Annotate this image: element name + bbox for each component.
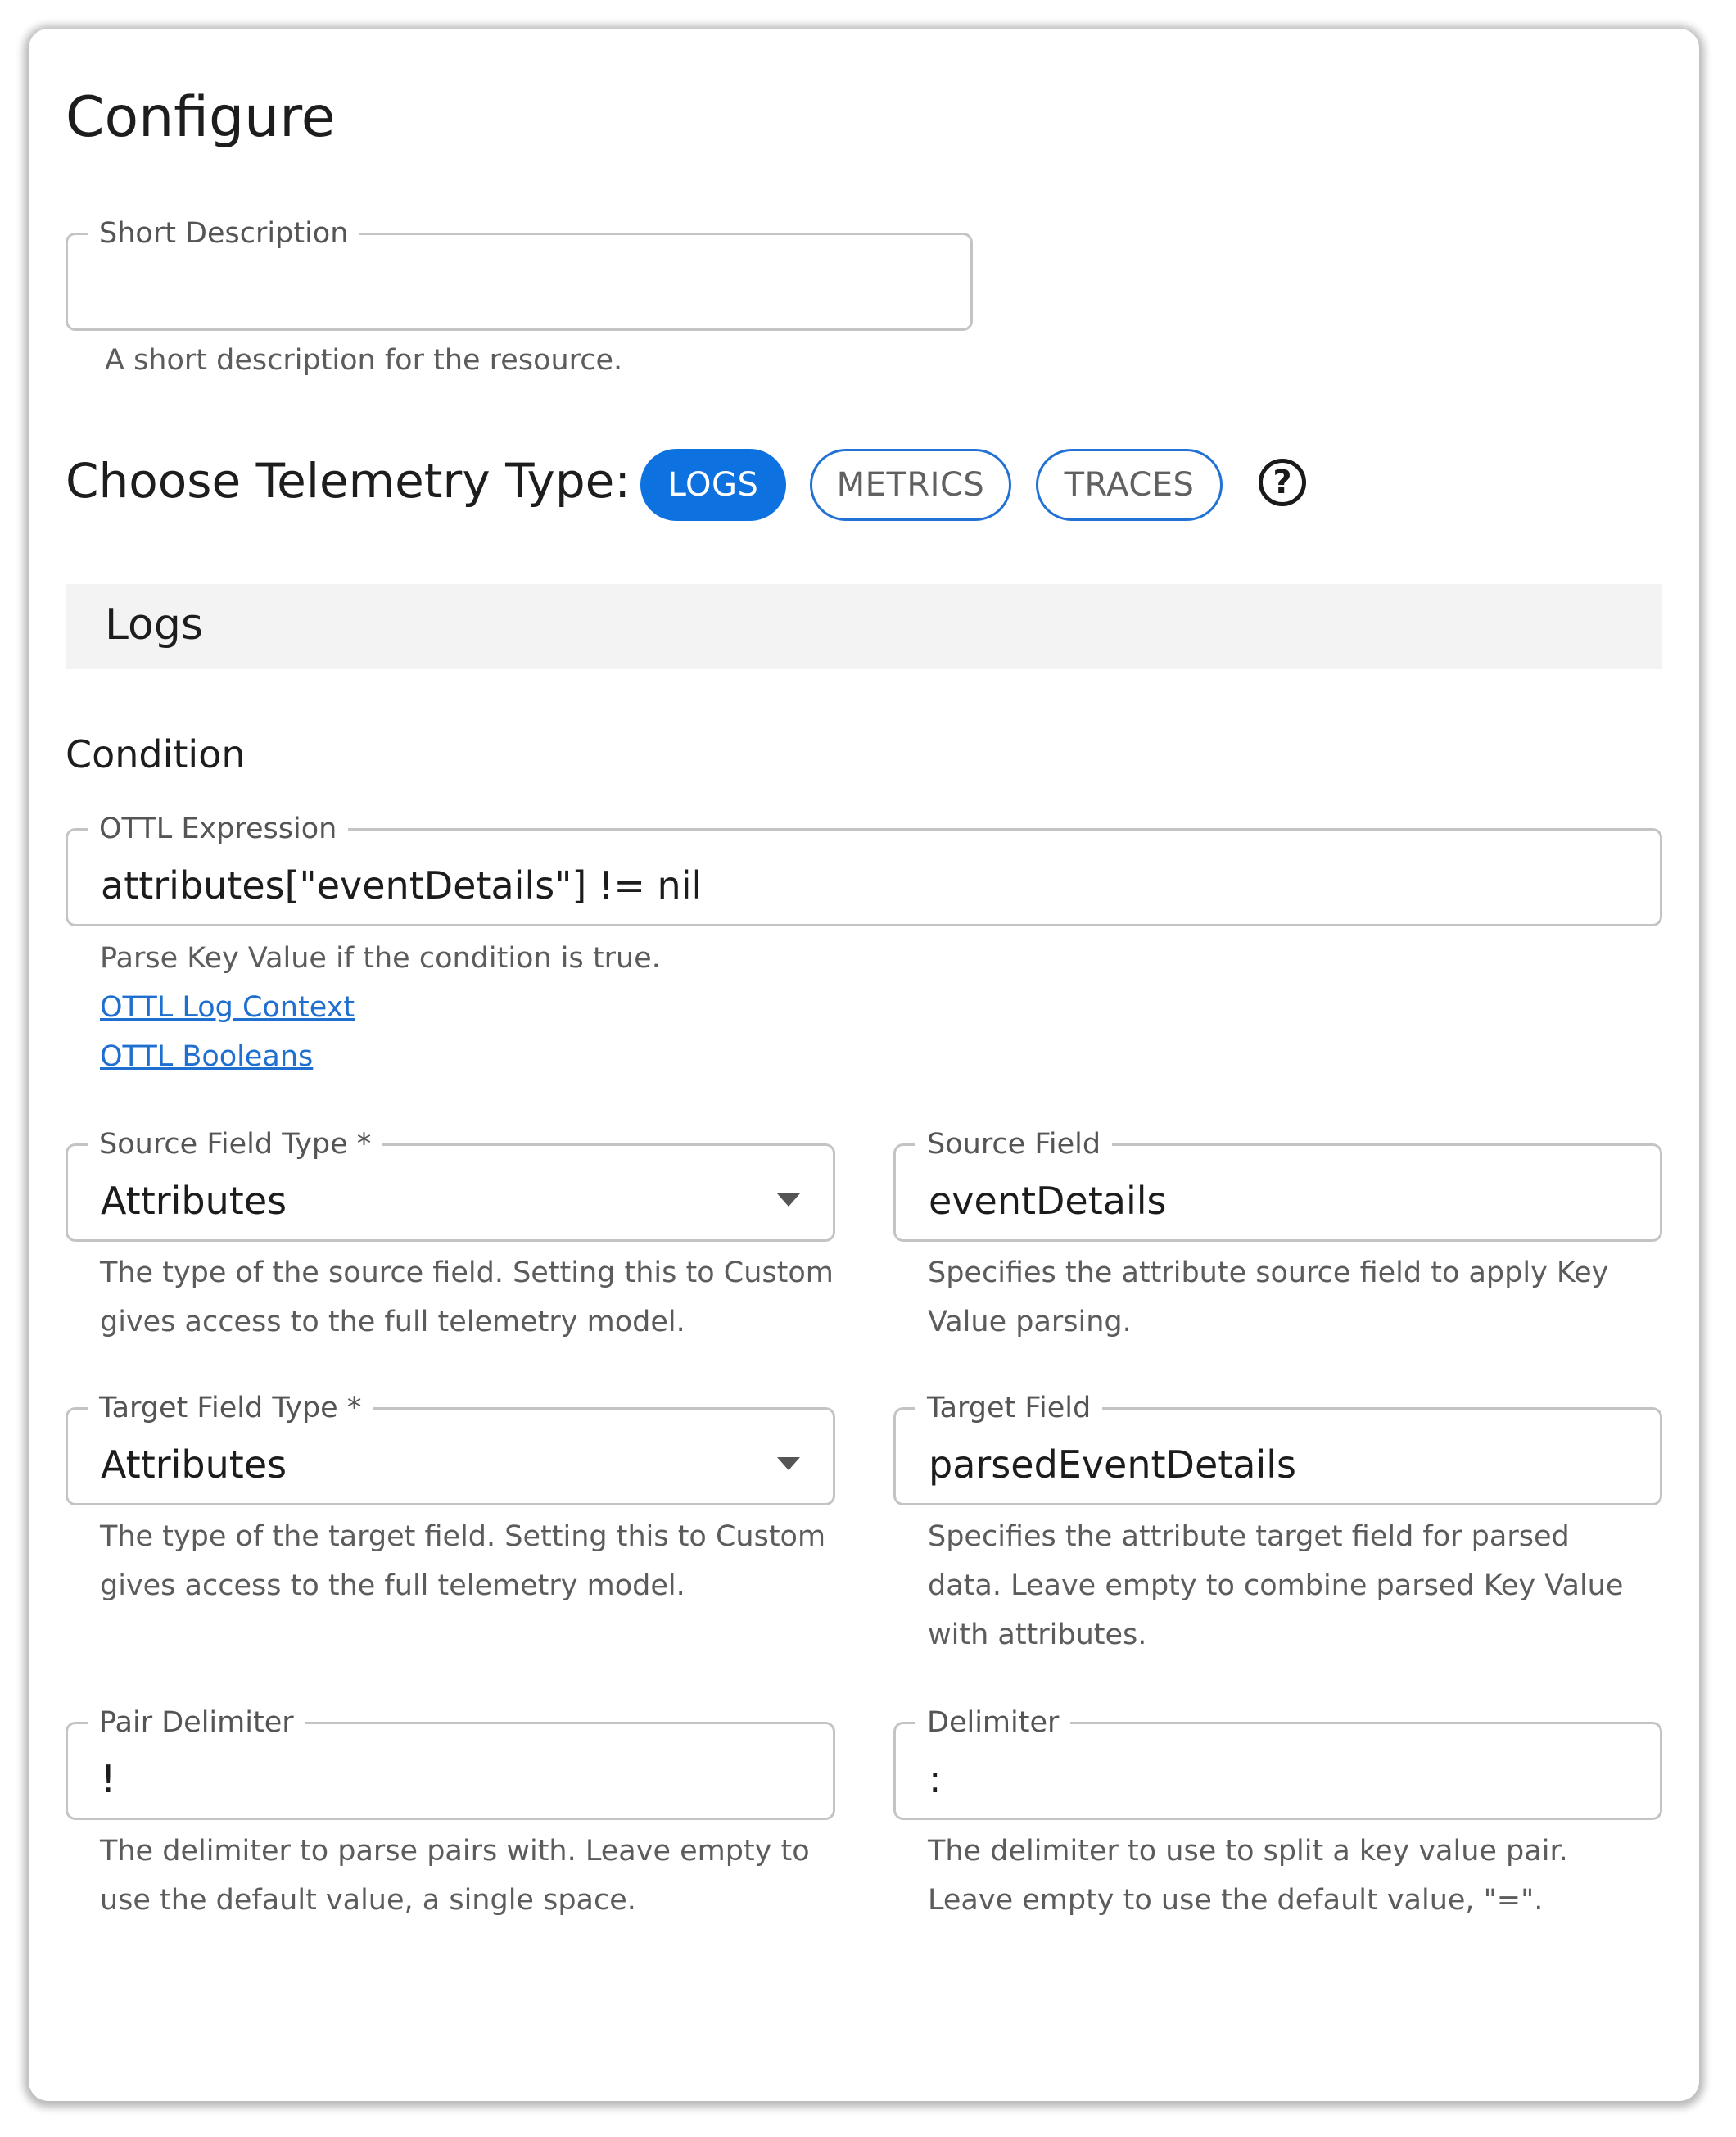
target-field-type-label: Target Field Type * (99, 1392, 362, 1424)
chevron-down-icon[interactable] (777, 1193, 800, 1207)
source-field-value[interactable]: eventDetails (929, 1180, 1167, 1222)
page-title: Configure (66, 85, 336, 150)
short-description-helper: A short description for the resource. (105, 344, 623, 377)
logs-section-header (66, 584, 1662, 669)
target-field-helper: Specifies the attribute target field for parsed data. Leave empty to combine parsed Key Value with attributes. (928, 1520, 1624, 1651)
ottl-expression-value[interactable]: attributes["eventDetails"] != nil (101, 865, 703, 907)
delimiter-label: Delimiter (927, 1706, 1060, 1739)
delimiter-input[interactable] (893, 1706, 1662, 1820)
condition-helper: Parse Key Value if the condition is true. (100, 942, 661, 975)
ottl-expression-field[interactable] (66, 815, 1662, 926)
ottl-expression-label: OTTL Expression (99, 813, 337, 845)
target-field-type-select[interactable] (66, 1394, 835, 1505)
telemetry-chip-logs[interactable]: LOGS (640, 449, 786, 521)
source-field-type-select[interactable] (66, 1130, 835, 1242)
pair-delimiter-input[interactable] (66, 1706, 835, 1820)
telemetry-type-label: Choose Telemetry Type: (66, 453, 631, 509)
source-field-input[interactable] (893, 1130, 1662, 1242)
ottl-booleans-link[interactable]: OTTL Booleans (100, 1040, 314, 1073)
source-field-label: Source Field (927, 1128, 1101, 1161)
target-field-type-value[interactable]: Attributes (101, 1444, 287, 1486)
logs-section-title: Logs (105, 600, 203, 650)
condition-heading: Condition (66, 732, 246, 776)
ottl-log-context-link[interactable]: OTTL Log Context (100, 991, 355, 1024)
short-description-field[interactable] (66, 217, 973, 331)
target-field-input[interactable] (893, 1394, 1662, 1505)
target-field-label: Target Field (927, 1392, 1092, 1424)
pair-delimiter-label: Pair Delimiter (99, 1706, 294, 1739)
source-field-type-value[interactable]: Attributes (101, 1180, 287, 1222)
delimiter-value[interactable]: : (929, 1759, 942, 1800)
help-circle-icon[interactable]: ? (1259, 459, 1306, 506)
target-field-type-helper: The type of the target field. Setting this to Custom gives access to the full telemetry model. (100, 1520, 826, 1602)
target-field-value[interactable]: parsedEventDetails (929, 1444, 1297, 1486)
source-field-helper: Specifies the attribute source field to apply Key Value parsing. (928, 1256, 1609, 1338)
delimiter-helper: The delimiter to use to split a key value pair. Leave empty to use the default value, "=". (928, 1835, 1568, 1917)
pair-delimiter-value[interactable]: ! (101, 1759, 116, 1800)
short-description-label: Short Description (99, 217, 349, 250)
chevron-down-icon[interactable] (777, 1457, 800, 1470)
pair-delimiter-helper: The delimiter to parse pairs with. Leave empty to use the default value, a single space. (100, 1835, 810, 1917)
telemetry-chip-metrics[interactable]: METRICS (810, 449, 1011, 521)
source-field-type-label: Source Field Type * (99, 1128, 372, 1161)
telemetry-chip-traces[interactable]: TRACES (1036, 449, 1223, 521)
source-field-type-helper: The type of the source field. Setting this to Custom gives access to the full telemetry model. (100, 1256, 834, 1338)
